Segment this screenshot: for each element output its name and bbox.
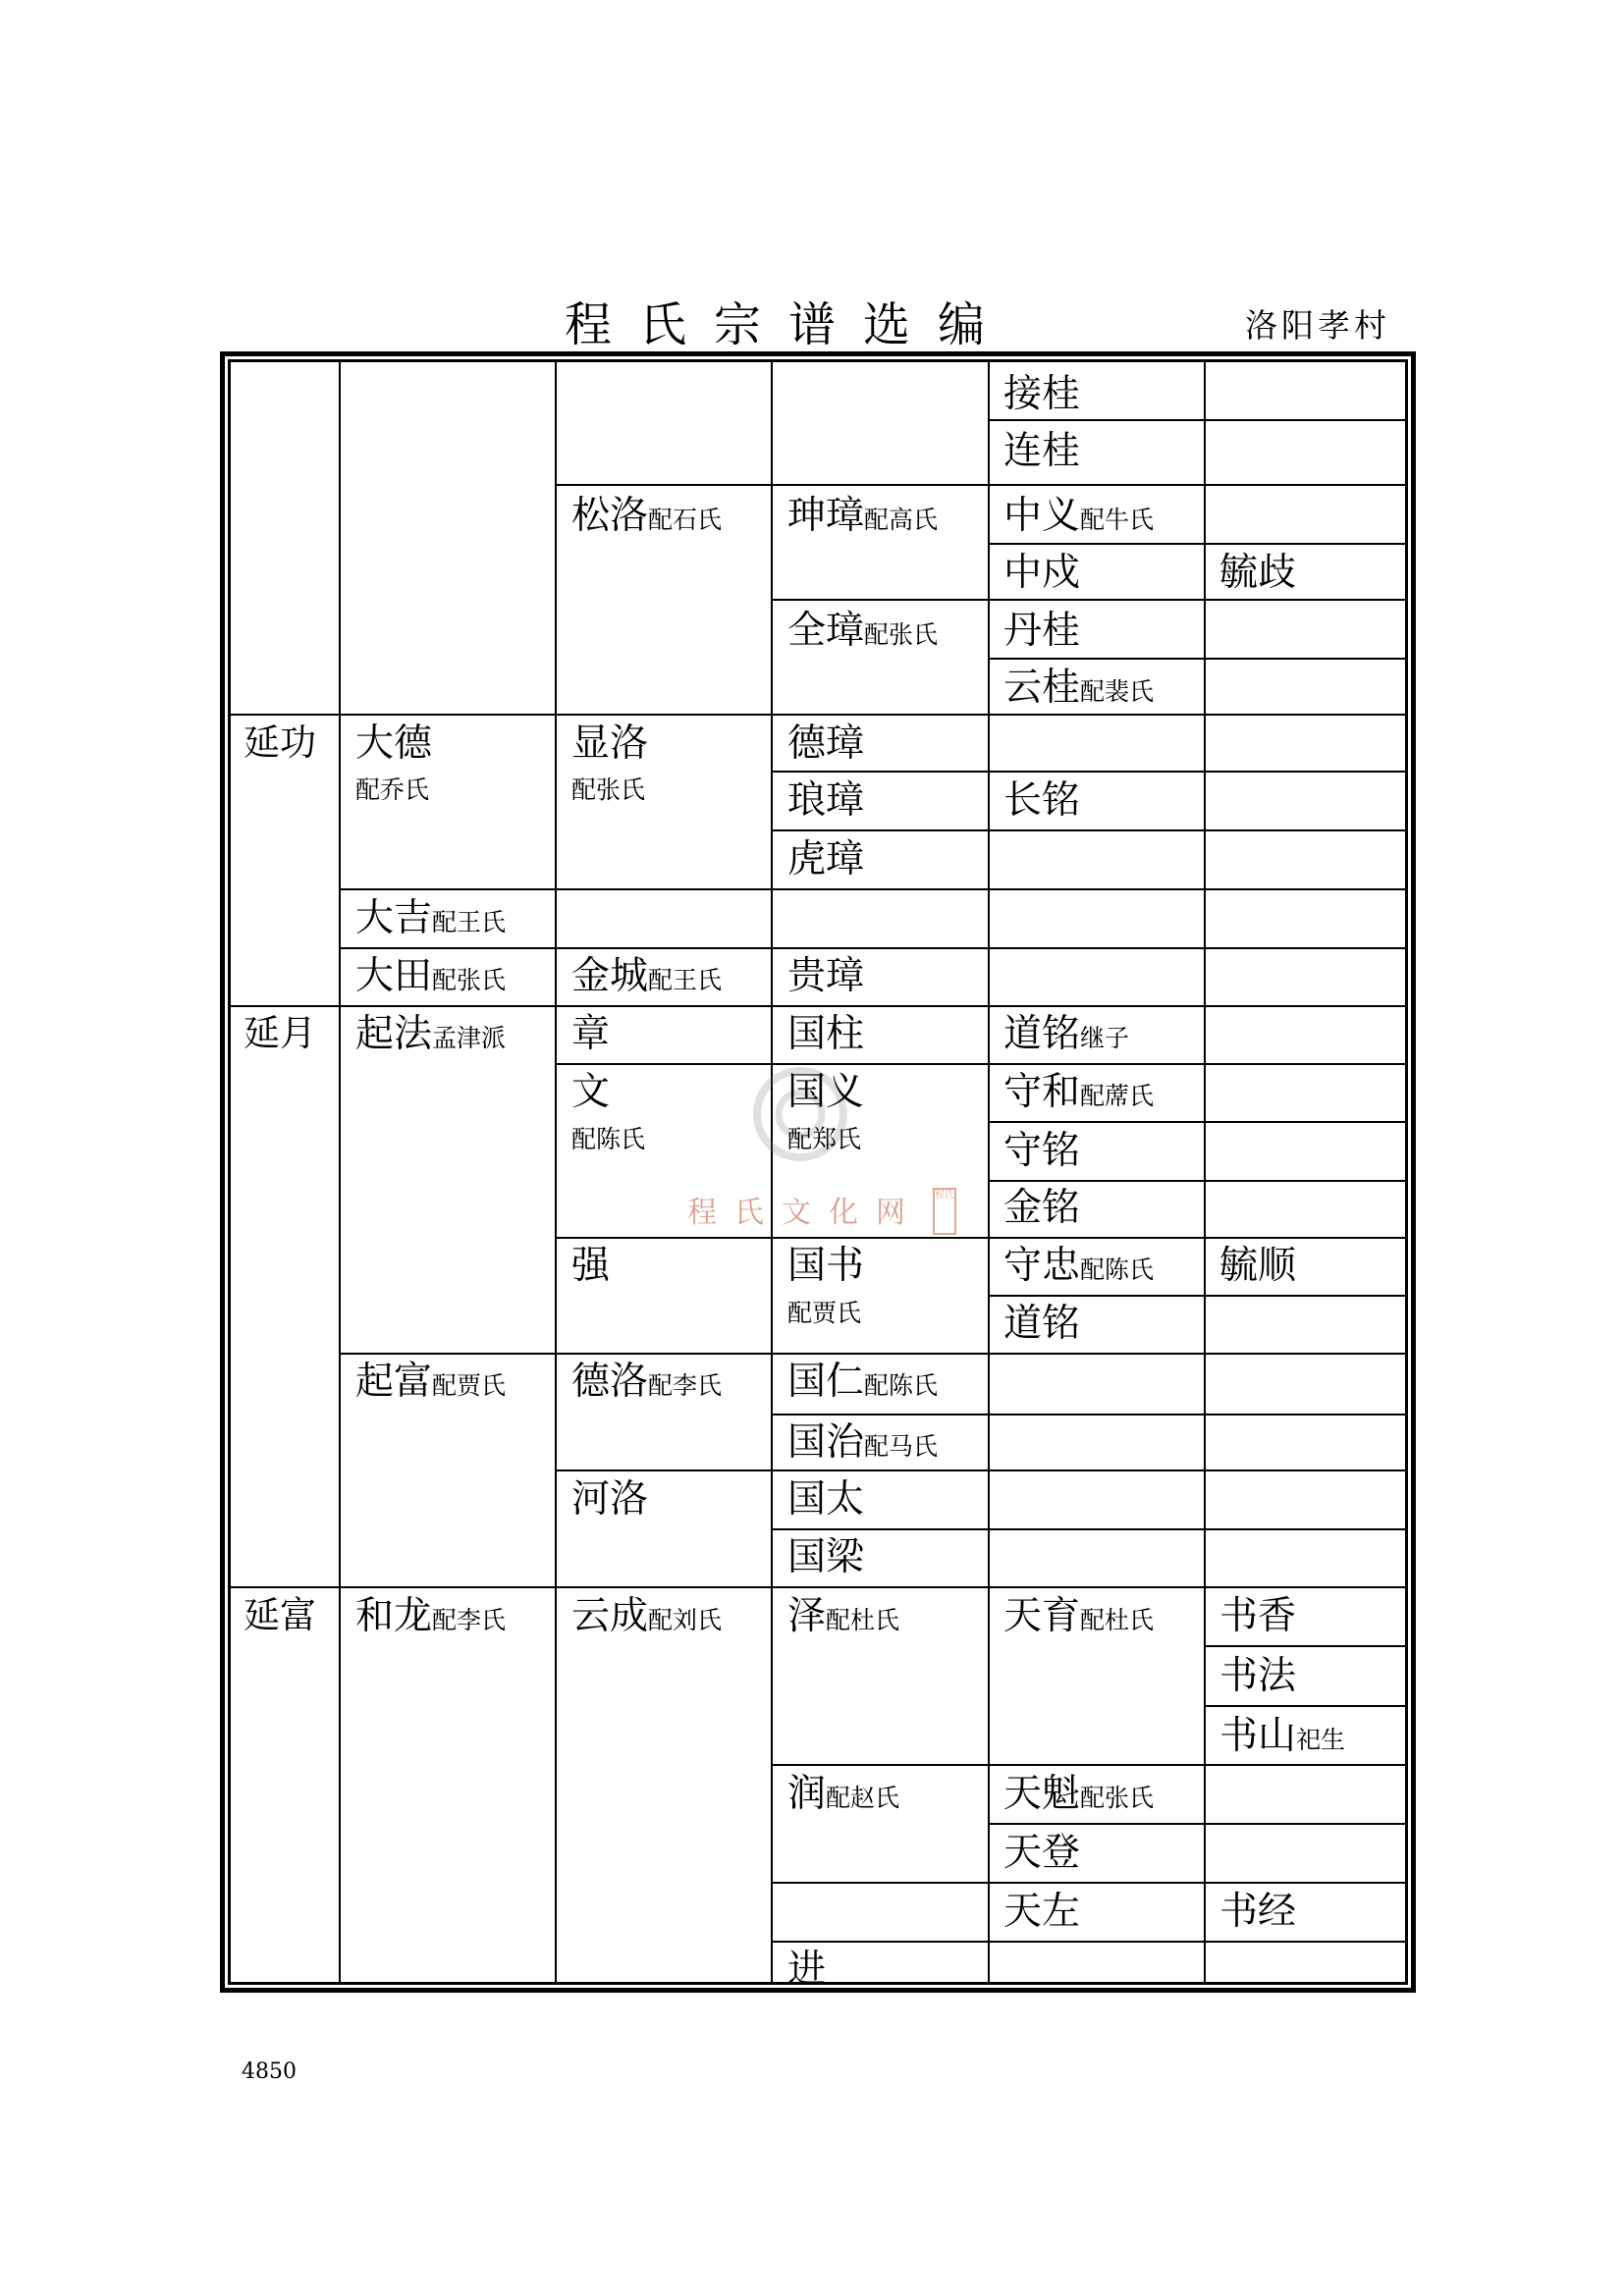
spouse-note: 配赵氏 [826,1784,900,1812]
person-name: 毓歧 [1219,551,1297,595]
person-entry [787,494,939,538]
person-name: 德洛 [571,1360,649,1404]
row-divider [228,1005,1408,1007]
row-divider [771,1941,1408,1943]
person-name: 天登 [1003,1831,1081,1875]
person-entry [787,1594,900,1638]
spouse-note: 配张氏 [571,775,646,804]
watermark-stamp: 程氏 [933,1188,956,1235]
page-number: 4850 [242,2059,297,2084]
person-entry [355,1594,507,1638]
row-divider [771,1414,1408,1415]
person-name: 中义 [1003,494,1081,538]
person-entry [787,1420,939,1465]
person-name: 国义 [787,1070,865,1114]
person-entry [1003,1594,1155,1638]
column-divider [555,359,557,1985]
row-divider [988,1180,1408,1182]
spouse-note: 配马氏 [864,1432,939,1461]
person-entry [787,1360,939,1404]
spouse-note: 配陈氏 [864,1371,939,1400]
place-name: 洛阳孝村 [1245,306,1390,345]
spouse-note: 配石氏 [648,506,723,534]
person-entry [571,494,723,538]
spouse-note: 配王氏 [432,908,507,936]
row-divider [555,1063,1408,1065]
spouse-note: 配陈氏 [1080,1255,1155,1284]
person-name: 贵璋 [787,954,865,998]
document-title: 程氏宗谱选编 [565,297,1013,352]
person-entry [355,954,507,998]
row-divider [771,771,1408,773]
column-divider [988,359,990,1985]
row-divider [339,947,1408,949]
row-divider [988,543,1408,545]
row-divider [988,1121,1408,1123]
person-name: 文 [571,1070,611,1114]
person-entry [1219,1714,1346,1758]
row-divider [988,1823,1408,1825]
person-name: 书法 [1219,1654,1297,1698]
person-name: 金铭 [1003,1186,1081,1230]
person-name: 大田 [355,954,433,998]
spouse-note: 配刘氏 [648,1606,723,1634]
person-name: 守忠 [1003,1244,1081,1288]
person-name: 道铭 [1003,1012,1081,1056]
person-name: 天魁 [1003,1772,1081,1816]
spouse-note: 配高氏 [864,506,939,534]
person-name: 守铭 [1003,1129,1081,1173]
person-entry [1003,1772,1155,1816]
person-name: 和龙 [355,1594,433,1638]
person-entry [1003,1012,1130,1056]
person-name: 泽 [787,1594,827,1638]
person-name: 长铭 [1003,778,1081,823]
person-name: 起富 [355,1360,433,1404]
person-name: 接桂 [1003,372,1081,416]
person-name: 国柱 [787,1012,865,1056]
person-entry [787,1772,900,1816]
generation-name: 延月 [244,1012,316,1054]
person-name: 德璋 [787,721,865,766]
spouse-note: 配牛氏 [1080,506,1155,534]
person-name: 道铭 [1003,1302,1081,1346]
person-name: 金城 [571,954,649,998]
person-entry [1003,494,1155,538]
person-name: 进 [787,1948,827,1992]
person-name: 毓顺 [1219,1244,1297,1288]
row-divider [339,1353,1408,1355]
person-name: 连桂 [1003,429,1081,473]
person-name: 松洛 [571,494,649,538]
row-divider [555,484,1408,486]
row-divider [988,658,1408,660]
person-entry [355,1012,507,1056]
person-name: 书山 [1219,1714,1297,1758]
person-name: 珅璋 [787,494,865,538]
spouse-note: 配裴氏 [1080,677,1155,706]
person-name: 国书 [787,1244,865,1288]
person-entry [787,609,939,653]
person-name: 国治 [787,1420,865,1465]
row-divider [988,419,1408,421]
person-entry [355,896,507,940]
spouse-note: 配蓆氏 [1080,1082,1155,1110]
row-divider [228,1586,1408,1588]
row-divider [228,714,1408,716]
person-name: 天左 [1003,1890,1081,1934]
spouse-note: 配王氏 [648,966,723,994]
person-name: 云成 [571,1594,649,1638]
person-name: 润 [787,1772,827,1816]
spouse-note: 配李氏 [432,1606,507,1634]
person-name: 显洛 [571,721,649,766]
spouse-note: 配张氏 [1080,1784,1155,1812]
person-name: 虎璋 [787,837,865,881]
person-name: 书香 [1219,1594,1297,1638]
column-divider [1204,359,1206,1985]
row-divider [555,1469,1408,1471]
row-divider [339,888,1408,890]
row-divider [771,599,1408,601]
person-name: 丹桂 [1003,609,1081,653]
row-divider [1204,1705,1408,1707]
person-name: 大吉 [355,896,433,940]
row-divider [771,1882,1408,1884]
person-entry [1003,1244,1155,1288]
person-entry [1003,1070,1155,1114]
column-divider [771,359,773,1985]
person-entry [1003,666,1155,710]
person-entry [571,1594,723,1638]
person-name: 河洛 [571,1477,649,1522]
spouse-note: 配李氏 [648,1371,723,1400]
person-name: 琅璋 [787,778,865,823]
person-name: 国太 [787,1477,865,1522]
adoption-note: 继子 [1080,1024,1130,1052]
person-entry [355,1360,507,1404]
person-name: 章 [571,1012,611,1056]
branch-note: 孟津派 [432,1024,507,1052]
row-divider [988,1295,1408,1297]
column-divider [339,359,341,1985]
spouse-note: 配贾氏 [787,1299,862,1327]
person-name: 书经 [1219,1890,1297,1934]
generation-name: 延功 [244,721,316,764]
person-name: 守和 [1003,1070,1081,1114]
person-name: 全璋 [787,609,865,653]
spouse-note: 配贾氏 [432,1371,507,1400]
person-entry [571,1360,723,1404]
spouse-note: 配杜氏 [826,1606,900,1634]
person-name: 国仁 [787,1360,865,1404]
person-name: 起法 [355,1012,433,1056]
row-divider [771,1528,1408,1530]
spouse-note: 配郑氏 [787,1125,862,1153]
person-name: 大德 [355,721,433,766]
generation-name: 延富 [244,1594,316,1636]
spouse-note: 配张氏 [864,620,939,649]
person-name: 国梁 [787,1535,865,1579]
watermark-text: 程氏文化网 [687,1196,923,1230]
person-name: 天育 [1003,1594,1081,1638]
person-entry [571,954,723,998]
row-divider [1204,1645,1408,1647]
person-name: 强 [571,1244,611,1288]
person-name: 中戍 [1003,551,1081,595]
spouse-note: 配陈氏 [571,1125,646,1153]
memorial-note: 祀生 [1296,1726,1346,1754]
row-divider [771,1764,1408,1766]
row-divider [555,1237,1408,1239]
person-name: 云桂 [1003,666,1081,710]
spouse-note: 配乔氏 [355,775,430,804]
row-divider [771,829,1408,831]
spouse-note: 配张氏 [432,966,507,994]
spouse-note: 配杜氏 [1080,1606,1155,1634]
